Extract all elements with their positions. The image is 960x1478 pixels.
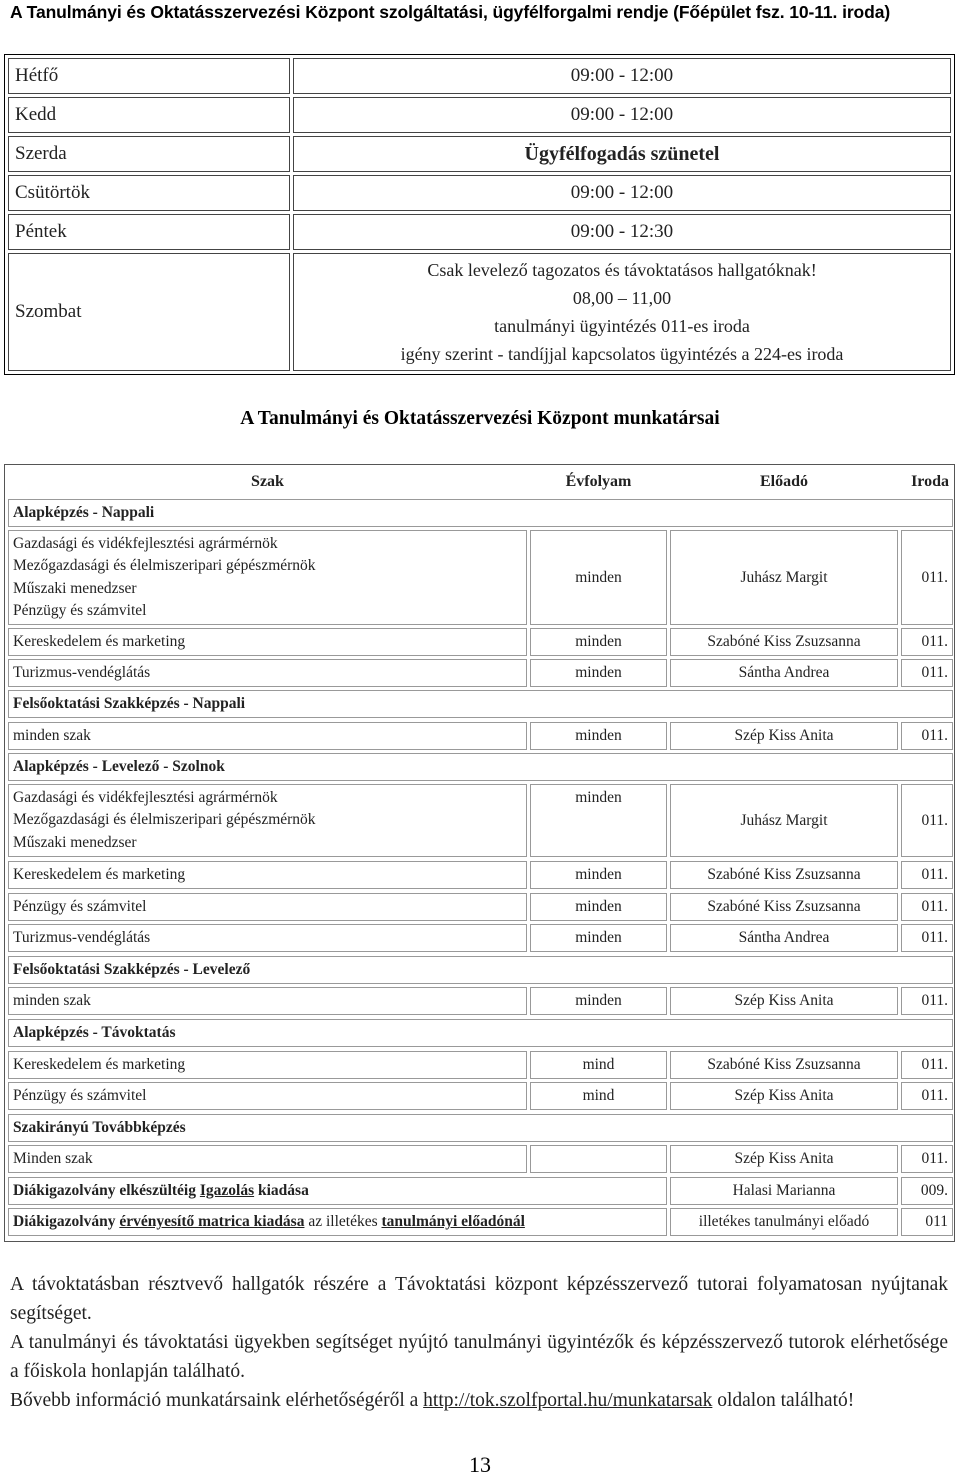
saturday-note: Csak levelező tagozatos és távoktatásos hallgatóknak! <box>427 260 817 280</box>
section-label: Alapképzés - Távoktatás <box>8 1019 953 1047</box>
text-part: tanulmányi előadónál <box>381 1213 525 1230</box>
text-part: Diákigazolvány elkészültéig <box>13 1182 200 1199</box>
eloado-cell: Juhász Margit <box>670 784 898 857</box>
iroda-cell: 011. <box>901 1145 953 1173</box>
table-row <box>8 628 951 656</box>
section-label: Felsőoktatási Szakképzés - Nappali <box>8 690 953 718</box>
iroda-cell: 011. <box>901 784 953 857</box>
iroda-cell: 011. <box>901 893 953 921</box>
text-part: az illetékes <box>304 1213 382 1230</box>
iroda-cell: 011. <box>901 924 953 952</box>
eloado-cell: Halasi Marianna <box>670 1177 898 1205</box>
evfolyam-cell: minden <box>530 987 667 1015</box>
evfolyam-cell: minden <box>530 784 667 857</box>
iroda-cell: 011. <box>901 628 953 656</box>
szak-cell: Minden szak <box>8 1145 527 1173</box>
saturday-details <box>293 253 951 371</box>
table-row <box>8 530 951 625</box>
evfolyam-cell: minden <box>530 893 667 921</box>
szak-line: Műszaki menedzser <box>13 579 137 597</box>
day-label: Kedd <box>8 97 290 133</box>
section-row <box>8 499 951 527</box>
day-label: Csütörtök <box>8 175 290 211</box>
text-part: Igazolás <box>199 1182 255 1199</box>
eloado-cell: Szabóné Kiss Zsuzsanna <box>670 893 898 921</box>
header-eloado: Előadó <box>759 473 808 490</box>
table-row <box>8 861 951 889</box>
szak-line: Mezőgazdasági és élelmiszeripari gépészmérnök <box>13 557 316 574</box>
table-row <box>8 987 951 1015</box>
table-header-row <box>8 468 951 496</box>
eloado-cell: Sántha Andrea <box>670 659 898 687</box>
evfolyam-cell: minden <box>530 628 667 656</box>
table-row <box>8 1145 951 1173</box>
szak-line: Gazdasági és vidékfejlesztési agrármérnök <box>13 788 278 806</box>
eloado-cell: Szép Kiss Anita <box>670 1082 898 1110</box>
eloado-cell: Szép Kiss Anita <box>670 722 898 750</box>
header-szak: Szak <box>251 473 284 490</box>
iroda-cell: 011. <box>901 987 953 1015</box>
section-label: Szakirányú Továbbképzés <box>8 1114 953 1142</box>
iroda-cell: 011. <box>901 659 953 687</box>
eloado-cell: Sántha Andrea <box>670 924 898 952</box>
hours-row-saturday <box>8 253 951 371</box>
szak-cell <box>8 784 527 857</box>
table-row <box>8 722 951 750</box>
day-label: Péntek <box>8 214 290 250</box>
szak-cell: Pénzügy és számvitel <box>8 893 527 921</box>
iroda-cell: 011. <box>901 1082 953 1110</box>
table-row <box>8 1177 951 1205</box>
page-title: A Tanulmányi és Oktatásszervezési Központ szolgáltatási, ügyfélforgalmi rendje (Főépület fsz. 10-11. iroda) <box>10 2 891 22</box>
staff-table <box>4 464 955 1242</box>
iroda-cell: 011. <box>901 530 953 625</box>
eloado-cell: Szabóné Kiss Zsuzsanna <box>670 628 898 656</box>
eloado-cell: Szép Kiss Anita <box>670 1145 898 1173</box>
paragraph-contacts: A tanulmányi és távoktatási ügyekben segítséget nyújtó tanulmányi ügyintézők és képzésszervező tutorok elérhetősége a főiskola honlapján található. <box>10 1332 948 1382</box>
section-row <box>8 956 951 984</box>
iroda-cell: 011. <box>901 1051 953 1079</box>
szak-cell: Kereskedelem és marketing <box>8 628 527 656</box>
table-row <box>8 1082 951 1110</box>
hours-row-friday <box>8 214 951 250</box>
section-row <box>8 1114 951 1142</box>
szak-cell: Pénzügy és számvitel <box>8 1082 527 1110</box>
section-label: Alapképzés - Nappali <box>8 499 953 527</box>
staff-heading: A Tanulmányi és Oktatásszervezési Központ munkatársai <box>240 408 720 429</box>
szak-cell <box>8 1208 667 1236</box>
evfolyam-cell: mind <box>530 1082 667 1110</box>
evfolyam-cell: minden <box>530 861 667 889</box>
text-part: Diákigazolvány <box>13 1213 120 1230</box>
header-iroda: Iroda <box>911 473 949 490</box>
paragraph-distance-learning: A távoktatásban résztvevő hallgatók részére a Távoktatási központ képzésszervező tutorai folyamatosan nyújtanak segítséget. <box>10 1274 948 1324</box>
szak-line: Pénzügy és számvitel <box>13 602 147 619</box>
hours-row-thursday <box>8 175 951 211</box>
section-label: Alapképzés - Levelező - Szolnok <box>8 753 953 781</box>
office-hours-table <box>4 54 955 375</box>
eloado-cell: Juhász Margit <box>670 530 898 625</box>
section-row <box>8 1019 951 1047</box>
szak-line: Műszaki menedzser <box>13 833 137 851</box>
evfolyam-cell: mind <box>530 1051 667 1079</box>
day-label: Szerda <box>8 136 290 172</box>
szak-cell: Kereskedelem és marketing <box>8 861 527 889</box>
saturday-office: tanulmányi ügyintézés 011-es iroda <box>494 316 750 336</box>
evfolyam-cell <box>530 1145 667 1173</box>
eloado-cell: Szabóné Kiss Zsuzsanna <box>670 861 898 889</box>
eloado-cell: Szép Kiss Anita <box>670 987 898 1015</box>
eloado-cell: illetékes tanulmányi előadó <box>670 1208 898 1236</box>
page-number: 13 <box>469 1452 491 1477</box>
iroda-cell: 011. <box>901 722 953 750</box>
section-row <box>8 690 951 718</box>
evfolyam-cell: minden <box>530 924 667 952</box>
eloado-cell: Szabóné Kiss Zsuzsanna <box>670 1051 898 1079</box>
table-row <box>8 1051 951 1079</box>
day-label: Szombat <box>8 253 290 371</box>
iroda-cell: 009. <box>901 1177 953 1205</box>
time-value: 09:00 - 12:00 <box>293 58 951 94</box>
header-evfolyam: Évfolyam <box>565 473 632 490</box>
szak-cell: Turizmus-vendéglátás <box>8 659 527 687</box>
iroda-cell: 011. <box>901 861 953 889</box>
info-text: oldalon található! <box>712 1390 855 1411</box>
szak-line: Gazdasági és vidékfejlesztési agrármérnök <box>13 534 278 552</box>
szak-cell: minden szak <box>8 722 527 750</box>
saturday-time: 08,00 – 11,00 <box>572 288 672 308</box>
time-value: 09:00 - 12:00 <box>293 97 951 133</box>
saturday-tuition-office: igény szerint - tandíjjal kapcsolatos ügyintézés a 224-es iroda <box>400 344 844 364</box>
table-row <box>8 659 951 687</box>
day-label: Hétfő <box>8 58 290 94</box>
table-row <box>8 784 951 857</box>
paragraph-more-info <box>10 1386 948 1415</box>
evfolyam-cell: minden <box>530 659 667 687</box>
iroda-cell: 011 <box>901 1208 953 1236</box>
szak-cell: Kereskedelem és marketing <box>8 1051 527 1079</box>
evfolyam-cell: minden <box>530 530 667 625</box>
hours-row-wednesday <box>8 136 951 172</box>
table-row <box>8 893 951 921</box>
table-row <box>8 1208 951 1236</box>
szak-line: Mezőgazdasági és élelmiszeripari gépészmérnök <box>13 811 316 829</box>
text-part: érvényesítő matrica kiadása <box>119 1213 305 1230</box>
evfolyam-cell: minden <box>530 722 667 750</box>
hours-row-monday <box>8 58 951 94</box>
section-row <box>8 753 951 781</box>
time-value: Ügyfélfogadás szünetel <box>293 136 951 172</box>
szak-cell: minden szak <box>8 987 527 1015</box>
text-part: kiadása <box>254 1182 309 1199</box>
staff-link[interactable]: http://tok.szolfportal.hu/munkatarsak <box>423 1390 713 1411</box>
time-value: 09:00 - 12:30 <box>293 214 951 250</box>
szak-cell <box>8 1177 667 1205</box>
szak-cell <box>8 530 527 625</box>
table-row <box>8 924 951 952</box>
info-text: Bővebb információ munkatársaink elérhetőségéről a <box>10 1390 424 1411</box>
hours-row-tuesday <box>8 97 951 133</box>
szak-cell: Turizmus-vendéglátás <box>8 924 527 952</box>
time-value: 09:00 - 12:00 <box>293 175 951 211</box>
section-label: Felsőoktatási Szakképzés - Levelező <box>8 956 953 984</box>
